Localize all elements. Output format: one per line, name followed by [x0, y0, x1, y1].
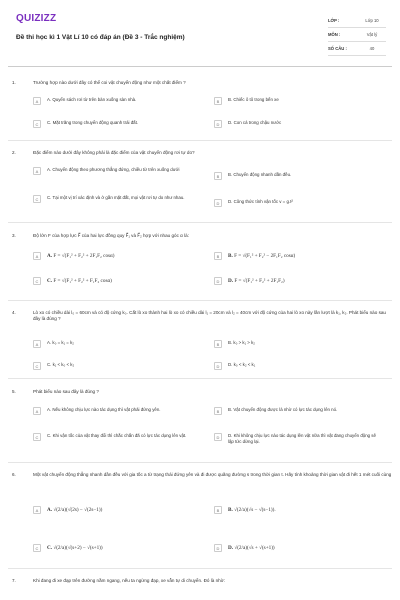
question-text: Trường hợp nào dưới đây có thể coi vật chuyển động như một chất điểm ? — [33, 80, 186, 85]
option-letter: D — [214, 433, 222, 441]
option-b[interactable] — [214, 340, 384, 348]
formula-text: F = √(F₁² + F₂² + 2F₁F₂ cosα) — [53, 253, 115, 259]
meta-row-count — [328, 42, 386, 56]
question-divider — [8, 462, 392, 463]
option-d[interactable] — [214, 120, 384, 128]
page-header — [0, 0, 400, 60]
option-letter: C — [33, 195, 41, 203]
option-text: A. k₀ = k₁ = k₂ — [47, 340, 74, 345]
option-letter: A — [33, 252, 41, 260]
option-letter: A — [33, 340, 41, 348]
option-c[interactable] — [33, 544, 209, 552]
meta-value: 40 — [369, 46, 375, 51]
option-prefix: A. — [47, 253, 53, 259]
option-formula — [228, 506, 276, 514]
option-c[interactable] — [33, 433, 209, 441]
option-d[interactable] — [214, 544, 390, 552]
option-letter: C — [33, 277, 41, 285]
question-text: Khi đang đi xe đạp trên đường nằm ngang, nếu ta ngừng đạp, xe vẫn tự di chuyển. Đó là nhờ: — [33, 578, 225, 583]
option-text: A. Quyển sách rơi từ trên bàn xuống sàn nhà. — [47, 97, 137, 102]
option-a[interactable] — [33, 340, 203, 348]
formula-text: F = √(F₁² + F₂² − 2F₁F₂ cosα) — [234, 253, 296, 259]
option-a[interactable] — [33, 252, 209, 260]
option-prefix: D. — [228, 278, 234, 284]
question-text: Độ lớn F của hợp lực F⃗ của hai lực đồng quy F⃗₁ và F⃗₂ hợp với nhau góc α là: — [33, 233, 189, 238]
question-divider — [8, 378, 392, 379]
option-text: B. Chiếc ô tô trong bến xe — [228, 97, 279, 102]
option-formula — [47, 252, 115, 260]
option-formula — [228, 277, 285, 285]
option-prefix: B. — [228, 507, 233, 513]
formula-text: √(2/a)(√(s+2) − √(s+1)) — [53, 545, 103, 551]
option-c[interactable] — [33, 120, 203, 128]
option-letter: A — [33, 506, 41, 514]
option-letter: B — [214, 407, 222, 415]
option-b[interactable] — [214, 97, 384, 105]
meta-value: Vật lý — [366, 32, 378, 37]
question-divider — [8, 222, 392, 223]
option-letter: C — [33, 362, 41, 370]
question-number: 4. — [12, 310, 16, 315]
meta-key: MÔN : — [328, 32, 341, 37]
question-divider — [8, 300, 392, 301]
option-d[interactable] — [214, 433, 390, 445]
meta-value: Lớp 10 — [365, 18, 379, 23]
question-text: Lò xo có chiều dài l₀ = 60cm và có độ cứng k₀. Cắt lò xo thành hai lò xo có chiều dài l₁ = 20cm và l₂ = 40cm với độ cứng của hai lò xo này lần lượt là k₁, k₂. Phát biểu nào sau đây là đúng ? — [33, 310, 386, 322]
document-title: Đề thi học kì 1 Vật Lí 10 có đáp án (Đề 3 - Trắc nghiệm) — [16, 34, 185, 41]
question-number: 7. — [12, 578, 16, 583]
option-text: B. Vật chuyển động được là nhờ có lực tác dụng lên nó. — [228, 407, 338, 412]
question-number: 2. — [12, 150, 16, 155]
question-divider — [8, 568, 392, 569]
option-letter: B — [214, 506, 222, 514]
formula-text: F = √(F₁² + F₂² + 2F₁F₂) — [234, 278, 285, 284]
option-letter: A — [33, 407, 41, 415]
formula-text: √(2/a)(√s + √(s+1)) — [234, 545, 275, 551]
option-text: A. Chuyển động theo phương thẳng đứng, chiều từ trên xuống dưới — [47, 167, 180, 172]
quizizz-logo: QUIZIZZ — [16, 13, 57, 24]
option-text: A. Nếu không chịu lực nào tác dụng thì vật phải đứng yên. — [47, 407, 161, 412]
option-b[interactable] — [214, 506, 390, 514]
option-text: D. Công thức tính vận tốc v = g.t² — [228, 199, 293, 204]
option-text: D. Con cá trong chậu nước — [228, 120, 282, 125]
option-a[interactable] — [33, 97, 203, 105]
question-text: Đặc điểm nào dưới đây không phải là đặc điểm của vật chuyển động rơi tự do? — [33, 150, 195, 155]
question-divider — [8, 140, 392, 141]
option-formula — [228, 252, 295, 260]
option-c[interactable] — [33, 195, 209, 203]
option-formula — [47, 544, 103, 552]
option-text: C. k₁ < k₀ < k₂ — [47, 362, 75, 367]
option-a[interactable] — [33, 407, 209, 415]
option-letter: D — [214, 120, 222, 128]
option-text: B. k₀ > k₁ > k₂ — [228, 340, 255, 345]
question-text: Một vật chuyển động thẳng nhanh dần đều với gia tốc a từ trạng thái đứng yên và đi được quãng đường s trong thời gian t. Hãy tính khoảng thời gian vật đi hết 1 mét cuối cùng — [33, 472, 392, 477]
header-divider — [8, 66, 392, 67]
option-letter: D — [214, 199, 222, 207]
option-letter: A — [33, 167, 41, 175]
option-letter: D — [214, 362, 222, 370]
option-letter: A — [33, 97, 41, 105]
option-b[interactable] — [214, 252, 390, 260]
option-a[interactable] — [33, 506, 209, 514]
option-prefix: B. — [228, 253, 233, 259]
formula-text: √(2/a)(√s − √(s−1)). — [234, 507, 276, 513]
meta-key: SỐ CÂU : — [328, 46, 347, 51]
formula-text: F = √(F₁² + F₂² + F₁F₂ cosα) — [53, 278, 112, 284]
question-number: 5. — [12, 389, 16, 394]
meta-key: LỚP : — [328, 18, 340, 23]
option-text: B. Chuyển động nhanh dần đều. — [228, 172, 292, 177]
option-formula — [47, 506, 102, 514]
option-c[interactable] — [33, 277, 209, 285]
meta-table — [328, 14, 386, 56]
option-formula — [228, 544, 275, 552]
formula-text: √(2/a)(√(2s) − √(2s−1)) — [53, 507, 103, 513]
question-number: 1. — [12, 80, 16, 85]
option-letter: C — [33, 544, 41, 552]
option-text: C. Khi vận tốc của vật thay đổi thì chắc chắn đã có lực tác dụng lên vật. — [47, 433, 187, 438]
option-text: D. Khi không chịu lực nào tác dụng lên vật nữa thì vật đang chuyển động sẽ lập tức dừng lại. — [228, 433, 376, 444]
option-c[interactable] — [33, 362, 203, 370]
question-text: Phát biểu nào sau đây là đúng ? — [33, 389, 99, 394]
option-text: C. Tại một vị trí xác định và ở gần mặt đất, mọi vật rơi tự do như nhau. — [47, 195, 185, 200]
option-prefix: D. — [228, 545, 234, 551]
option-prefix: C. — [47, 278, 53, 284]
option-b[interactable] — [214, 172, 384, 180]
option-formula — [47, 277, 112, 285]
option-prefix: A. — [47, 507, 53, 513]
option-letter: D — [214, 277, 222, 285]
question-number: 6. — [12, 472, 16, 477]
option-letter: B — [214, 97, 222, 105]
option-a[interactable] — [33, 167, 209, 175]
option-letter: C — [33, 120, 41, 128]
option-b[interactable] — [214, 407, 390, 415]
option-letter: B — [214, 172, 222, 180]
meta-row-class — [328, 14, 386, 28]
option-letter: B — [214, 340, 222, 348]
option-letter: C — [33, 433, 41, 441]
option-letter: D — [214, 544, 222, 552]
option-d[interactable] — [214, 362, 384, 370]
option-letter: B — [214, 252, 222, 260]
option-text: D. k₀ < k₂ < k₁ — [228, 362, 256, 367]
question-number: 3. — [12, 233, 16, 238]
option-prefix: C. — [47, 545, 53, 551]
option-d[interactable] — [214, 277, 390, 285]
option-d[interactable] — [214, 199, 384, 207]
option-text: C. Mặt trăng trong chuyển động quanh trái đất. — [47, 120, 139, 125]
meta-row-subject — [328, 28, 386, 42]
